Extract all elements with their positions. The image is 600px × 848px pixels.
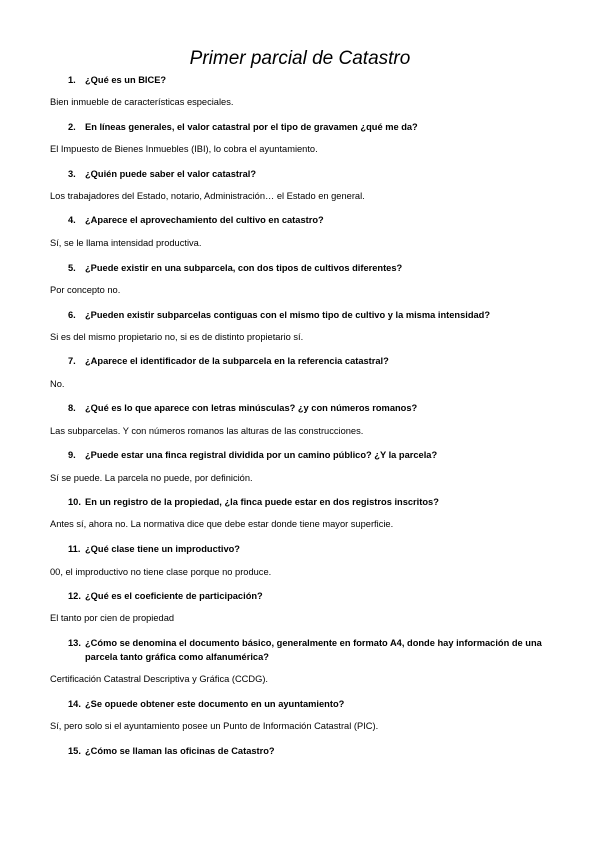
question-text: ¿Aparece el identificador de la subparcela en la referencia catastral? — [85, 356, 389, 366]
question-number: 4. — [68, 215, 76, 225]
answer-2: El Impuesto de Bienes Inmuebles (IBI), lo cobra el ayuntamiento. — [50, 144, 318, 154]
page-title: Primer parcial de Catastro — [189, 48, 411, 69]
answer-6: Si es del mismo propietario no, si es de distinto propietario sí. — [50, 332, 304, 342]
question-2 — [68, 120, 546, 134]
answer-13: Certificación Catastral Descriptiva y Gráfica (CCDG). — [50, 674, 269, 684]
answer-1: Bien inmueble de características especiales. — [50, 97, 234, 107]
question-number: 3. — [68, 169, 76, 179]
question-8 — [68, 401, 546, 415]
question-4 — [68, 213, 546, 227]
question-text: En un registro de la propiedad, ¿la finca puede estar en dos registros inscritos? — [85, 497, 439, 507]
answer-3: Los trabajadores del Estado, notario, Administración… el Estado en general. — [50, 191, 365, 201]
question-11 — [68, 542, 546, 556]
question-text: ¿Qué es lo que aparece con letras minúsculas? ¿y con números romanos? — [85, 403, 418, 413]
question-number: 11. — [68, 544, 81, 554]
question-1 — [68, 73, 546, 87]
question-14 — [68, 697, 546, 711]
question-10 — [68, 495, 546, 509]
question-15 — [68, 744, 546, 758]
answer-11: 00, el improductivo no tiene clase porque no produce. — [50, 567, 272, 577]
question-text: ¿Cómo se llaman las oficinas de Catastro? — [85, 746, 275, 756]
question-number: 5. — [68, 263, 76, 273]
question-text: ¿Cómo se denomina el documento básico, generalmente en formato A4, donde hay información de una parcela tanto gráfica como alfanumérica? — [85, 638, 542, 662]
question-text: En líneas generales, el valor catastral por el tipo de gravamen ¿qué me da? — [85, 122, 418, 132]
question-text: ¿Se opuede obtener este documento en un ayuntamiento? — [85, 699, 345, 709]
question-number: 2. — [68, 122, 76, 132]
question-number: 8. — [68, 403, 76, 413]
question-number: 6. — [68, 310, 76, 320]
question-text: ¿Puede existir en una subparcela, con dos tipos de cultivos diferentes? — [85, 263, 403, 273]
answer-7: No. — [50, 379, 65, 389]
question-text: ¿Qué es un BICE? — [85, 75, 167, 85]
question-number: 9. — [68, 450, 76, 460]
question-7 — [68, 354, 546, 368]
question-12 — [68, 589, 546, 603]
question-text: ¿Qué es el coeficiente de participación? — [85, 591, 263, 601]
answer-9: Sí se puede. La parcela no puede, por definición. — [50, 473, 253, 483]
question-text: ¿Quién puede saber el valor catastral? — [85, 169, 257, 179]
question-number: 14. — [68, 699, 81, 709]
answer-8: Las subparcelas. Y con números romanos las alturas de las construcciones. — [50, 426, 364, 436]
question-number: 12. — [68, 591, 81, 601]
question-text: ¿Pueden existir subparcelas contiguas con el mismo tipo de cultivo y la misma intensidad? — [85, 310, 491, 320]
answer-5: Por concepto no. — [50, 285, 121, 295]
answer-4: Sí, se le llama intensidad productiva. — [50, 238, 202, 248]
answer-10: Antes sí, ahora no. La normativa dice que debe estar donde tiene mayor superficie. — [50, 519, 394, 529]
question-3 — [68, 167, 546, 181]
question-text: ¿Aparece el aprovechamiento del cultivo en catastro? — [85, 215, 324, 225]
question-number: 15. — [68, 746, 81, 756]
question-5 — [68, 261, 546, 275]
answer-12: El tanto por cien de propiedad — [50, 613, 175, 623]
question-text: ¿Qué clase tiene un improductivo? — [85, 544, 240, 554]
question-number: 7. — [68, 356, 76, 366]
question-number: 10. — [68, 497, 81, 507]
answer-14: Sí, pero solo si el ayuntamiento posee un Punto de Información Catastral (PIC). — [50, 721, 379, 731]
question-text: ¿Puede estar una finca registral dividida por un camino público? ¿Y la parcela? — [85, 450, 438, 460]
question-13 — [68, 636, 546, 664]
question-6 — [68, 308, 546, 322]
question-number: 1. — [68, 75, 76, 85]
question-number: 13. — [68, 638, 81, 648]
question-9 — [68, 448, 546, 462]
